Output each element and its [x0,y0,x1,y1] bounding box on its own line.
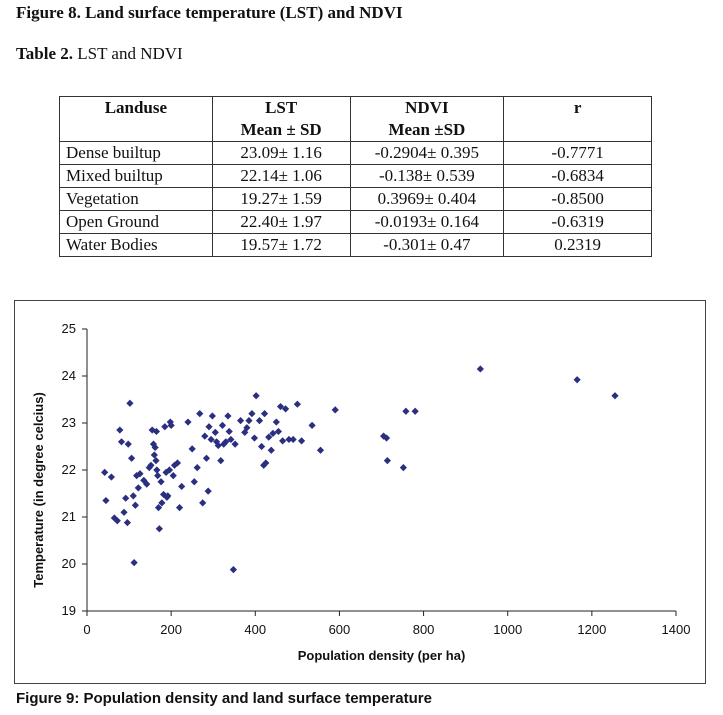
cell-r: -0.8500 [504,188,652,211]
data-point [189,445,196,452]
cell-lst: 22.14± 1.06 [212,165,350,188]
data-point [402,408,409,415]
y-axis-title: Temperature (in degree celcius) [31,392,46,588]
header-ndvi [350,97,504,142]
table-caption [16,44,183,64]
cell-r: -0.6834 [504,165,652,188]
data-point [102,497,109,504]
table-row [60,188,652,211]
cell-ndvi: 0.3969± 0.404 [350,188,504,211]
data-point [157,478,164,485]
data-point [256,417,263,424]
data-point [248,410,255,417]
data-point [201,433,208,440]
data-point [135,484,142,491]
data-point [152,457,159,464]
cell-lst: 23.09± 1.16 [212,142,350,165]
header-lst [212,97,350,142]
header-landuse-line1: Landuse [104,98,168,117]
data-point [154,472,161,479]
y-tick-label: 19 [61,603,76,618]
data-point [574,376,581,383]
data-point [317,447,324,454]
y-tick-label: 23 [61,415,76,430]
data-point [294,401,301,408]
x-tick-label: 1400 [661,622,691,637]
data-point [226,428,233,435]
data-point [203,455,210,462]
data-points [101,365,619,573]
header-ndvi-line2: Mean ±SD [388,120,466,139]
header-r-line1: r [573,98,582,117]
data-point [151,451,158,458]
data-point [205,423,212,430]
cell-landuse: Dense builtup [60,142,213,165]
data-point [384,457,391,464]
data-point [412,408,419,415]
data-point [156,525,163,532]
data-point [268,447,275,454]
data-point [125,441,132,448]
y-tick-label: 25 [61,321,76,336]
data-point [122,495,129,502]
table-row [60,165,652,188]
data-point [217,457,224,464]
y-tick-label: 22 [61,462,76,477]
data-point [261,410,268,417]
x-tick-label: 0 [83,622,91,637]
cell-landuse: Mixed builtup [60,165,213,188]
x-tick-label: 1200 [577,622,607,637]
data-point [273,418,280,425]
scatter-chart-frame [14,300,706,684]
data-point [237,417,244,424]
data-point [477,365,484,372]
header-ndvi-line1: NDVI [405,98,449,117]
data-point [245,417,252,424]
x-tick-label: 1000 [493,622,523,637]
data-point [230,566,237,573]
data-point [118,438,125,445]
cell-ndvi: -0.138± 0.539 [350,165,504,188]
cell-ndvi: -0.0193± 0.164 [350,211,504,234]
x-tick-label: 600 [328,622,351,637]
data-point [212,429,219,436]
table-header-row [60,97,652,142]
data-point [253,392,260,399]
cell-r: -0.6319 [504,211,652,234]
table-row [60,211,652,234]
table-caption-text: LST and NDVI [77,44,183,63]
data-point [132,502,139,509]
header-lst-line1: LST [265,98,298,117]
data-point [131,559,138,566]
data-point [224,412,231,419]
header-r [504,97,652,142]
data-point [176,504,183,511]
header-landuse [60,97,213,142]
data-point [178,483,185,490]
scatter-chart [15,301,705,683]
data-point [332,406,339,413]
table-row [60,142,652,165]
y-tick-label: 20 [61,556,76,571]
data-point [124,519,131,526]
cell-ndvi: -0.2904± 0.395 [350,142,504,165]
x-axis [83,611,690,637]
cell-lst: 19.27± 1.59 [212,188,350,211]
cell-landuse: Open Ground [60,211,213,234]
cell-lst: 19.57± 1.72 [212,234,350,257]
data-point [101,469,108,476]
cell-r: -0.7771 [504,142,652,165]
data-point [298,437,305,444]
cell-ndvi: -0.301± 0.47 [350,234,504,257]
data-point [219,422,226,429]
figure-9-caption: Figure 9: Population density and land surface temperature [16,690,432,707]
data-point [279,437,286,444]
cell-landuse: Vegetation [60,188,213,211]
cell-r: 0.2319 [504,234,652,257]
data-point [191,478,198,485]
data-point [209,412,216,419]
data-point [170,472,177,479]
data-point [128,455,135,462]
lst-ndvi-table [59,96,652,257]
data-point [205,488,212,495]
data-point [153,466,160,473]
data-point [126,400,133,407]
data-point [611,392,618,399]
x-axis-title: Population density (per ha) [297,648,466,663]
cell-landuse: Water Bodies [60,234,213,257]
header-lst-line2: Mean ± SD [240,120,322,139]
x-tick-label: 400 [244,622,267,637]
y-axis [62,321,87,618]
y-tick-label: 21 [61,509,76,524]
data-point [290,436,297,443]
data-point [251,434,258,441]
data-point [400,464,407,471]
data-point [194,464,201,471]
data-point [196,410,203,417]
x-tick-label: 200 [160,622,182,637]
data-point [231,441,238,448]
x-tick-label: 800 [412,622,435,637]
data-point [308,422,315,429]
cell-lst: 22.40± 1.97 [212,211,350,234]
data-point [108,473,115,480]
data-point [258,443,265,450]
table-row [60,234,652,257]
data-point [199,499,206,506]
data-point [116,426,123,433]
figure-8-heading: Figure 8. Land surface temperature (LST) and NDVI [16,3,403,22]
data-point [184,418,191,425]
data-point [120,509,127,516]
y-tick-label: 24 [61,368,76,383]
data-point [130,492,137,499]
data-point [161,423,168,430]
table-caption-label: Table 2. [16,44,74,63]
